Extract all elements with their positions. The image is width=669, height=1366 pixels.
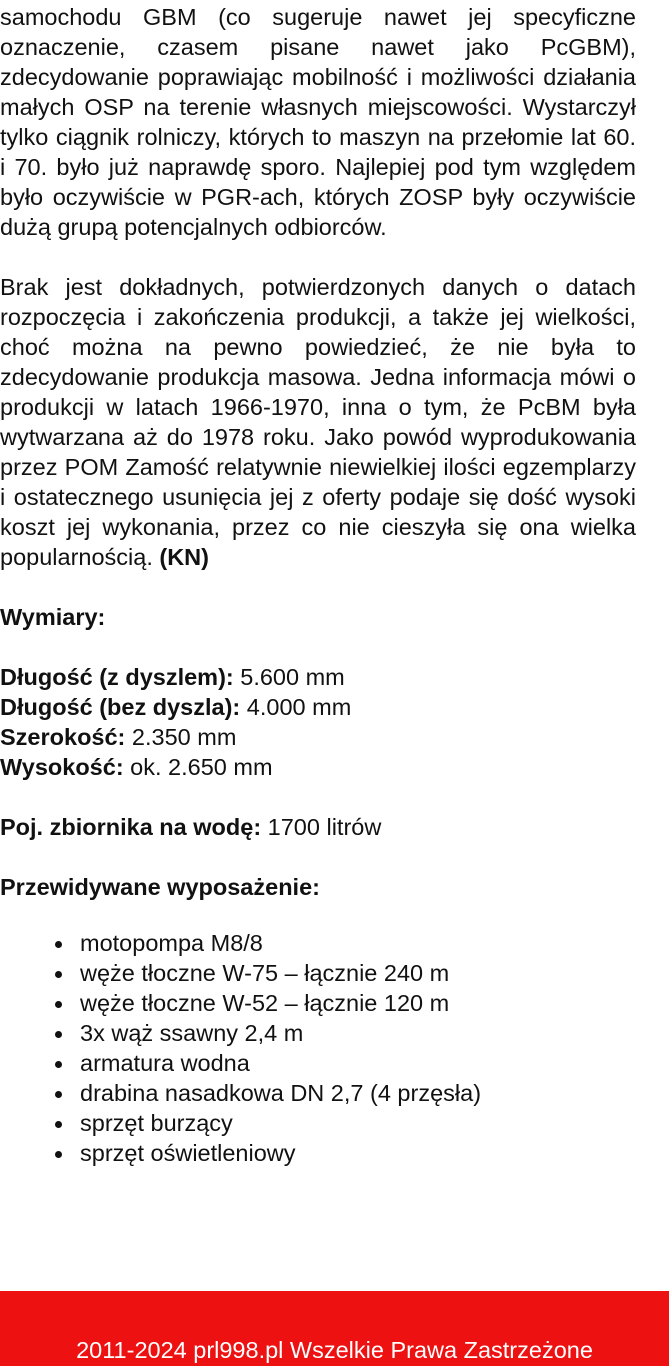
tank-label: Poj. zbiornika na wodę: [0,814,262,840]
list-item: sprzęt burzący [80,1108,636,1138]
author-tag: (KN) [159,544,209,570]
dimensions-list [0,662,636,782]
spec-length-with-drawbar [0,662,636,692]
equipment-list [0,928,636,1168]
list-item: armatura wodna [80,1048,636,1078]
spec-value: 5.600 mm [240,664,345,690]
article-paragraph-2-text: Brak jest dokładnych, potwierdzonych danych o datach rozpoczęcia i zakończenia produkcji, a także jej wielkości, choć można na pewno powiedzieć, że nie była to zdecydowanie produkcja masowa. Jedna informacja mówi o produkcji w latach 1966-1970, inna o tym, że PcBM była wytwarzana aż do 1978 roku. Jako powód wyprodukowania przez POM Zamość relatywnie niewielkiej ilości egzemplarzy i ostatecznego usunięcia jej z oferty podaje się dość wysoki koszt jej wykonania, przez co nie cieszyła się ona wielka popularnością. [0,274,636,570]
spec-value: 4.000 mm [246,694,352,720]
dimensions-heading: Wymiary: [0,604,106,630]
tank-capacity [0,812,636,842]
list-item: 3x wąż ssawny 2,4 m [80,1018,636,1048]
spec-width [0,722,636,752]
spec-label: Wysokość: [0,754,124,780]
copyright-text: 2011-2024 prl998.pl Wszelkie Prawa Zastrzeżone [76,1337,593,1363]
list-item: drabina nasadkowa DN 2,7 (4 przęsła) [80,1078,636,1108]
site-footer [0,1291,669,1366]
spec-value: ok. 2.650 mm [130,754,273,780]
spec-height [0,752,636,782]
list-item: węże tłoczne W-75 – łącznie 240 m [80,958,636,988]
tank-value: 1700 litrów [267,814,382,840]
equipment-heading: Przewidywane wyposażenie: [0,874,320,900]
list-item: sprzęt oświetleniowy [80,1138,636,1168]
spec-label: Długość (bez dyszla): [0,694,241,720]
list-item: motopompa M8/8 [80,928,636,958]
spec-label: Szerokość: [0,724,126,750]
list-item: węże tłoczne W-52 – łącznie 120 m [80,988,636,1018]
article-paragraph-1: samochodu GBM (co sugeruje nawet jej specyficzne oznaczenie, czasem pisane nawet jako PcGBM), zdecydowanie poprawiając mobilność i możliwości działania małych OSP na terenie własnych miejscowości. Wystarczył tylko ciągnik rolniczy, których to maszyn na przełomie lat 60. i 70. było już naprawdę sporo. Najlepiej pod tym względem było oczywiście w PGR-ach, których ZOSP były oczywiście dużą grupą potencjalnych odbiorców. [0,4,636,240]
article-paragraph-2 [0,272,636,572]
spec-value: 2.350 mm [131,724,237,750]
spec-label: Długość (z dyszlem): [0,664,234,690]
spec-length-without-drawbar [0,692,636,722]
